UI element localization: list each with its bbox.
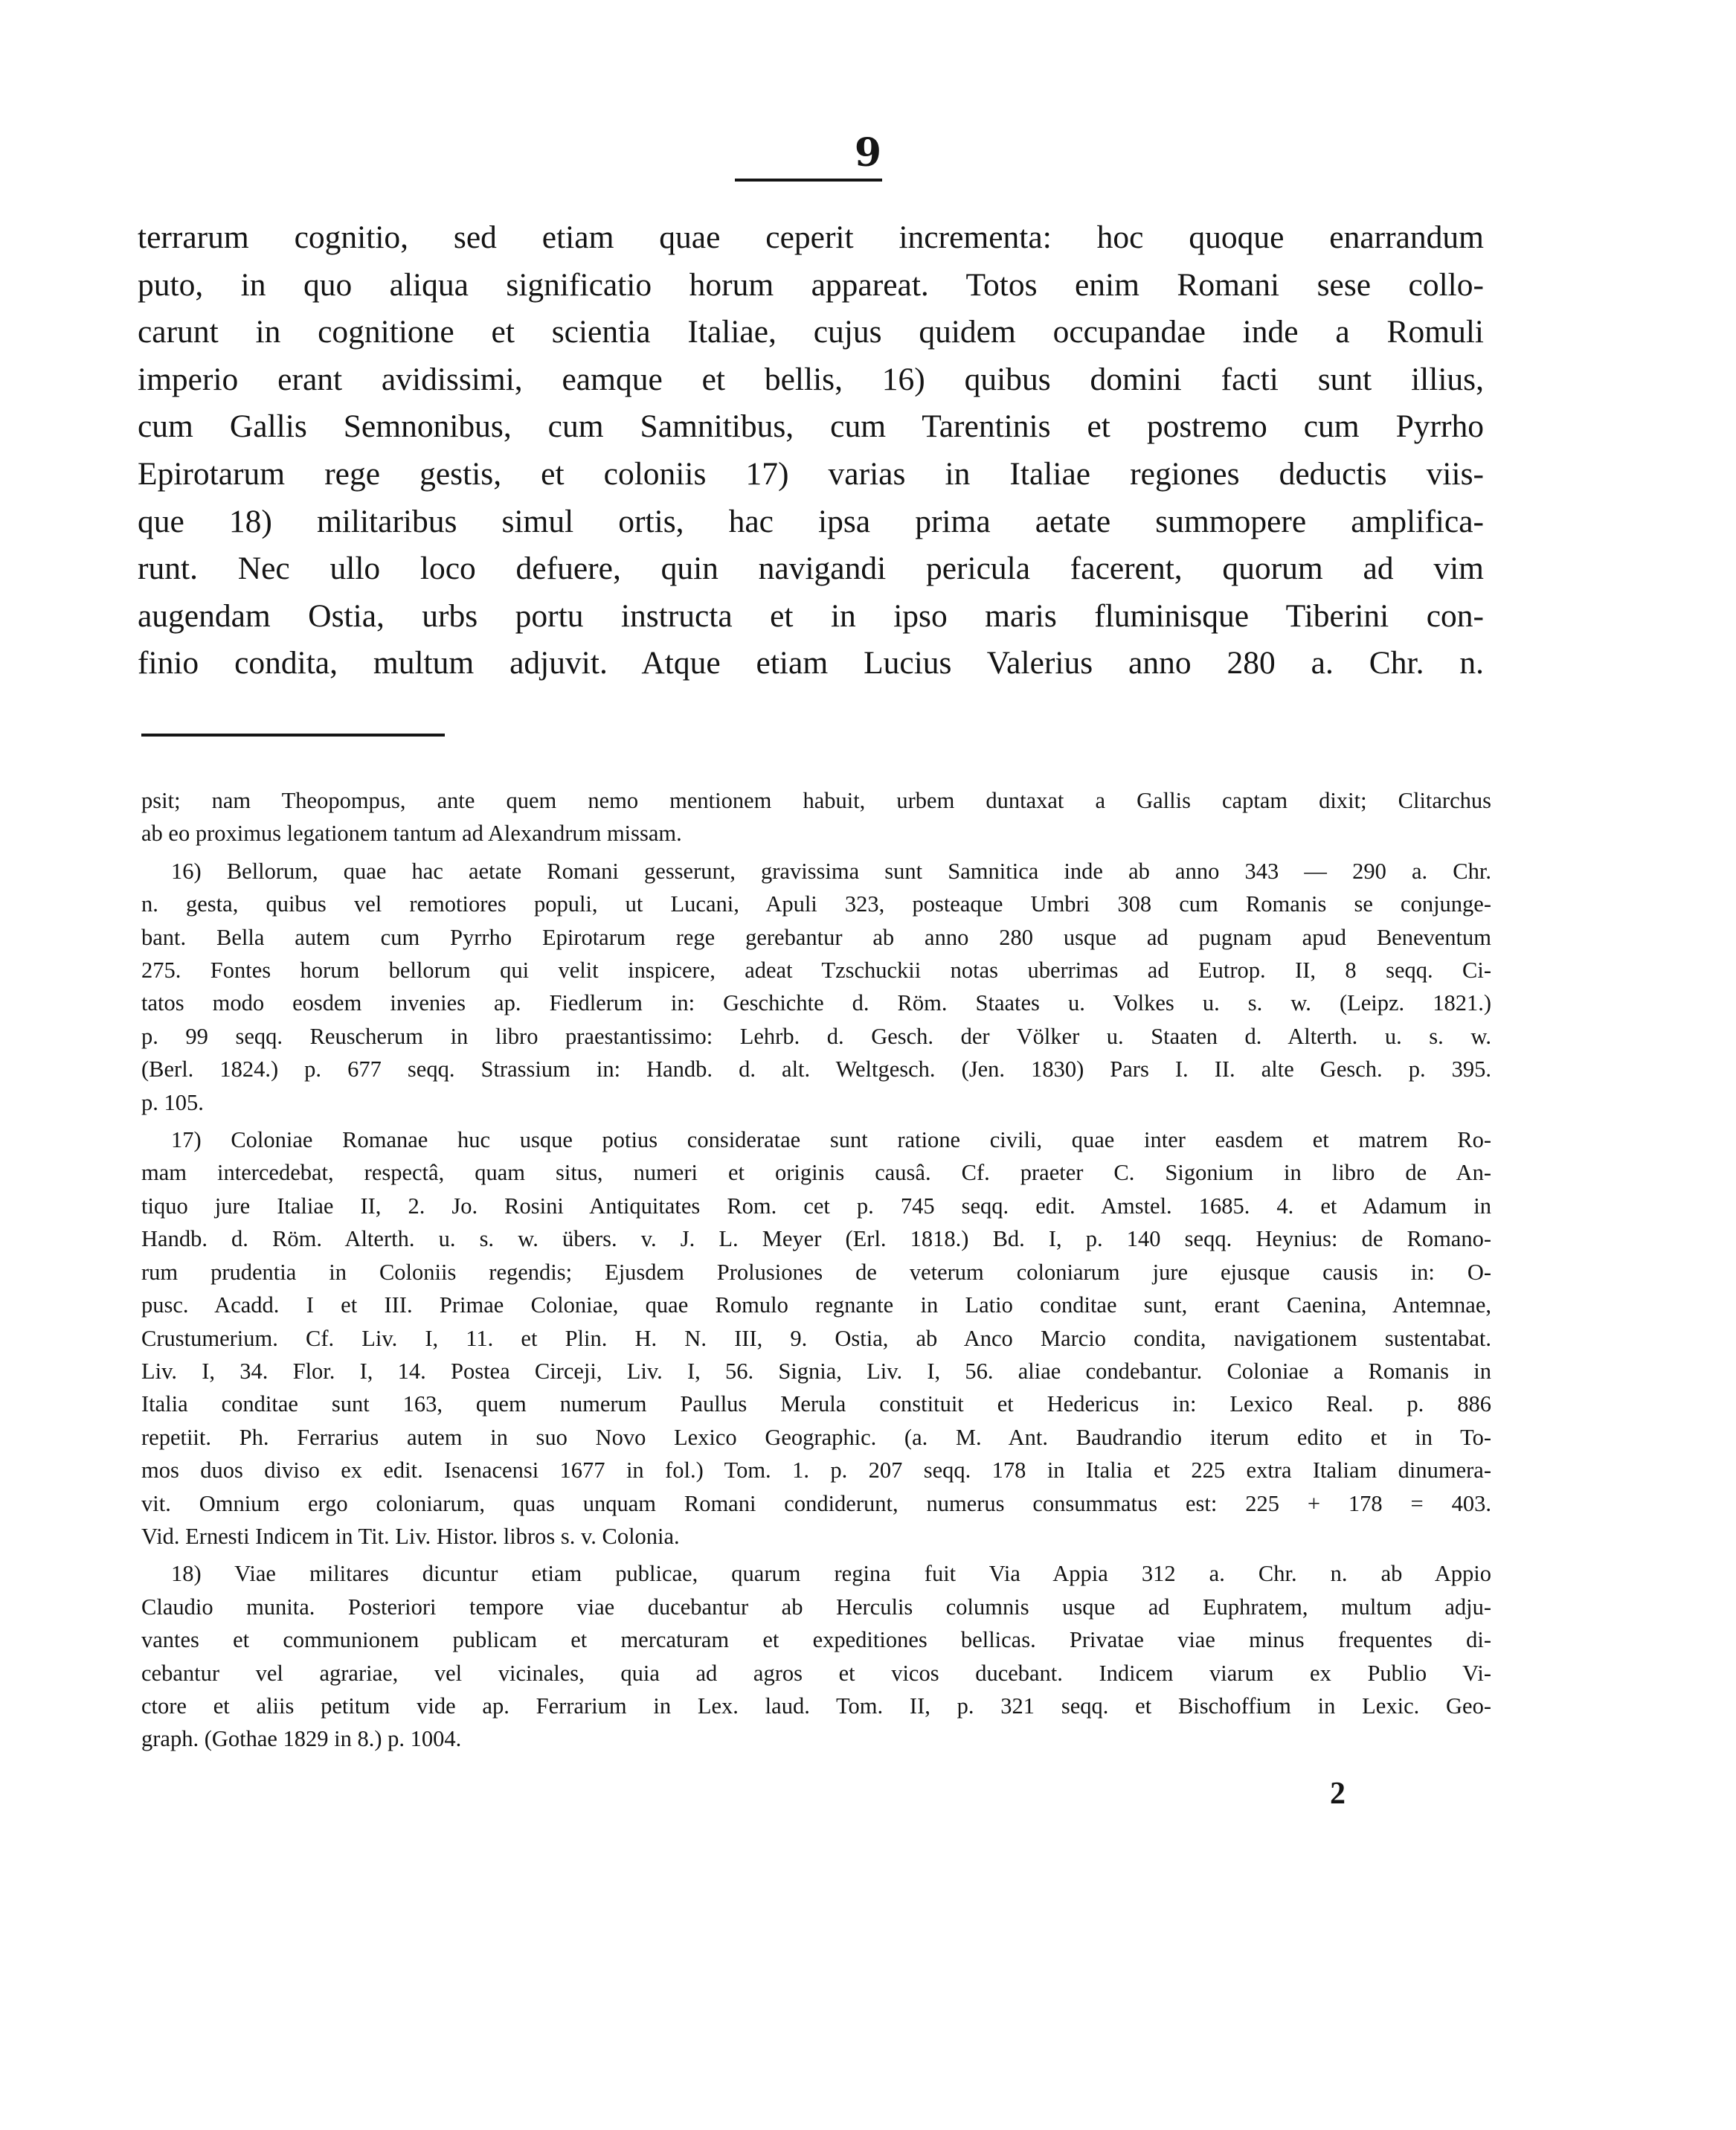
footnote-line: (Berl. 1824.) p. 677 seqq. Strassium in: Handb. d. alt. Weltgesch. (Jen. 1830) Pars I. II. alte Gesch. p. 395. <box>141 1056 1491 1082</box>
footnote-line: psit; nam Theopompus, ante quem nemo mentionem habuit, urbem duntaxat a Gallis captam dixit; Clitarchus <box>141 788 1491 813</box>
footnote-line: Claudio munita. Posteriori tempore viae ducebantur ab Herculis columnis usque ad Euphratem, multum adju- <box>141 1594 1491 1620</box>
footnote-line: Handb. d. Röm. Alterth. u. s. w. übers. v. J. L. Meyer (Erl. 1818.) Bd. I, p. 140 seqq. Heynius: de Romano- <box>141 1226 1491 1252</box>
footnote-16 <box>141 855 1491 1119</box>
footnote-line: cebantur vel agrariae, vel vicinales, quia ad agros et vicos ducebant. Indicem viarum ex Publio Vi- <box>141 1660 1491 1686</box>
main-text-line: que 18) militaribus simul ortis, hac ipsa prima aetate summopere amplifica- <box>138 503 1484 539</box>
footnote-17 <box>141 1123 1491 1553</box>
footnote-line: repetiit. Ph. Ferrarius autem in suo Novo Lexico Geographic. (a. M. Ant. Baudrandio iterum edito et in To- <box>141 1424 1491 1450</box>
footnote-line: graph. (Gothae 1829 in 8.) p. 1004. <box>141 1726 462 1752</box>
main-text-line: runt. Nec ullo loco defuere, quin navigandi pericula facerent, quorum ad vim <box>138 551 1484 587</box>
footnote-line: rum prudentia in Coloniis regendis; Ejusdem Prolusiones de veterum coloniarum jure ejusque causis in: O- <box>141 1259 1491 1285</box>
footnote-line: Crustumerium. Cf. Liv. I, 11. et Plin. H. N. III, 9. Ostia, ab Anco Marcio condita, navigationem sustentabat. <box>141 1325 1491 1351</box>
footnote-line: p. 99 seqq. Reuscherum in libro praestantissimo: Lehrb. d. Gesch. der Völker u. Staaten d. Alterth. u. s. w. <box>141 1023 1491 1049</box>
footnote-line: Vid. Ernesti Indicem in Tit. Liv. Histor. libros s. v. Colonia. <box>141 1523 680 1549</box>
signature-mark: 2 <box>1330 1777 1346 1811</box>
footnote-line: vantes et communionem publicam et mercaturam et expeditiones bellicas. Privatae viae minus frequentes di- <box>141 1627 1491 1653</box>
page-number-rule <box>735 179 882 182</box>
footnote-line: mos duos diviso ex edit. Isenacensi 1677 in fol.) Tom. 1. p. 207 seqq. 178 in Italia et 225 extra Italiam dinumera- <box>141 1457 1491 1483</box>
main-text-line: carunt in cognitione et scientia Italiae, cujus quidem occupandae inde a Romuli <box>138 314 1484 350</box>
main-text-line: finio condita, multum adjuvit. Atque etiam Lucius Valerius anno 280 a. Chr. n. <box>138 645 1484 681</box>
footnote-line: 17) Coloniae Romanae huc usque potius consideratae sunt ratione civili, quae inter easdem et matrem Ro- <box>171 1127 1491 1153</box>
page-number: 9 <box>854 130 882 176</box>
footnote-continuation <box>141 784 1491 850</box>
footnote-line: mam intercedebat, respectâ, quam situs, numeri et originis causâ. Cf. praeter C. Sigonium in libro de An- <box>141 1160 1491 1186</box>
footnotes <box>141 784 1491 1760</box>
footnote-line: 16) Bellorum, quae hac aetate Romani gesserunt, gravissima sunt Samnitica inde ab anno 343 — 290 a. Chr. <box>171 858 1491 884</box>
footnote-line: tiquo jure Italiae II, 2. Jo. Rosini Antiquitates Rom. cet p. 745 seqq. edit. Amstel. 1685. 4. et Adamum in <box>141 1193 1491 1219</box>
footnote-line: p. 105. <box>141 1089 204 1115</box>
footnote-line: bant. Bella autem cum Pyrrho Epirotarum rege gerebantur ab anno 280 usque ad pugnam apud Beneventum <box>141 924 1491 950</box>
footnote-line: vit. Omnium ergo coloniarum, quas unquam Romani condiderunt, numerus consummatus est: 225 + 178 = 403. <box>141 1490 1491 1516</box>
main-text-line: augendam Ostia, urbs portu instructa et in ipso maris fluminisque Tiberini con- <box>138 597 1484 634</box>
main-text-line: imperio erant avidissimi, eamque et bellis, 16) quibus domini facti sunt illius, <box>138 361 1484 397</box>
footnote-rule <box>141 734 445 737</box>
footnote-line: Italia conditae sunt 163, quem numerum Paullus Merula constituit et Hedericus in: Lexico Real. p. 886 <box>141 1391 1491 1417</box>
main-text-line: cum Gallis Semnonibus, cum Samnitibus, cum Tarentinis et postremo cum Pyrrho <box>138 408 1484 445</box>
footnote-line: 18) Viae militares dicuntur etiam publicae, quarum regina fuit Via Appia 312 a. Chr. n. ab Appio <box>171 1561 1491 1587</box>
footnote-line: ab eo proximus legationem tantum ad Alexandrum missam. <box>141 821 682 847</box>
main-text <box>138 214 1484 687</box>
footnote-line: pusc. Acadd. I et III. Primae Coloniae, quae Romulo regnante in Latio conditae sunt, erant Caenina, Antemnae, <box>141 1292 1491 1318</box>
main-text-line: Epirotarum rege gestis, et coloniis 17) varias in Italiae regiones deductis viis- <box>138 455 1484 492</box>
footnote-line: Liv. I, 34. Flor. I, 14. Postea Circeji, Liv. I, 56. Signia, Liv. I, 56. aliae condebantur. Coloniae a Romanis in <box>141 1358 1491 1384</box>
footnote-line: n. gesta, quibus vel remotiores populi, ut Lucani, Apuli 323, posteaque Umbri 308 cum Romanis se conjunge- <box>141 891 1491 917</box>
footnote-line: ctore et aliis petitum vide ap. Ferrarium in Lex. laud. Tom. II, p. 321 seqq. et Bischoffium in Lexic. Geo- <box>141 1693 1491 1719</box>
main-text-line: puto, in quo aliqua significatio horum appareat. Totos enim Romani sese collo- <box>138 266 1484 303</box>
footnote-line: 275. Fontes horum bellorum qui velit inspicere, adeat Tzschuckii notas uberrimas ad Eutrop. II, 8 seqq. Ci- <box>141 957 1491 984</box>
footnote-18 <box>141 1557 1491 1755</box>
footnote-line: tatos modo eosdem invenies ap. Fiedlerum in: Geschichte d. Röm. Staates u. Volkes u. s. w. (Leipz. 1821.) <box>141 990 1491 1016</box>
main-text-line: terrarum cognitio, sed etiam quae ceperit incrementa: hoc quoque enarrandum <box>138 219 1484 255</box>
